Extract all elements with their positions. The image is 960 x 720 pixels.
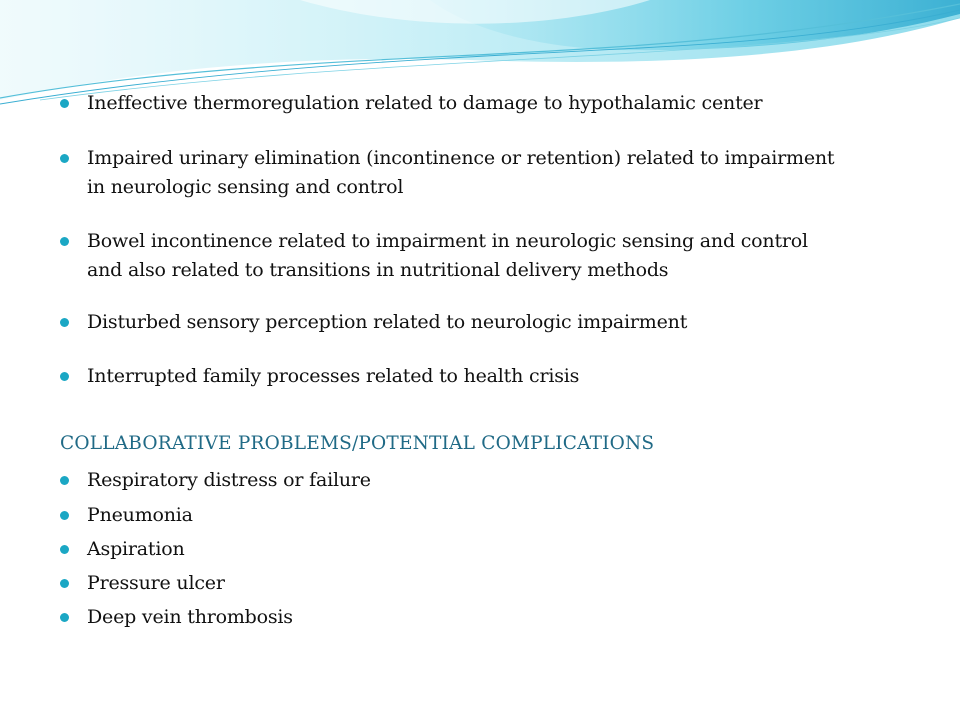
bullet-dot-icon (60, 318, 69, 327)
list-item-text: Pneumonia (87, 504, 193, 526)
bullet-dot-icon (60, 511, 69, 520)
list-item-text: Impaired urinary elimination (incontinence or retention) related to impairment in neurologic sensing and control (87, 147, 835, 198)
bullet-dot-icon (60, 476, 69, 485)
list-item (87, 89, 847, 118)
list-item-text: Interrupted family processes related to health crisis (87, 365, 580, 387)
list-item (87, 362, 847, 391)
list-item (87, 466, 847, 495)
bullet-dot-icon (60, 372, 69, 381)
bullet-dot-icon (60, 545, 69, 554)
list-item-text: Ineffective thermoregulation related to damage to hypothalamic center (87, 92, 763, 114)
list-item (87, 603, 847, 632)
bullet-dot-icon (60, 579, 69, 588)
list-item-text: Respiratory distress or failure (87, 469, 371, 491)
list-item-text: Aspiration (87, 538, 185, 560)
bullet-dot-icon (60, 99, 69, 108)
list-item (87, 144, 847, 202)
list-item-text: Pressure ulcer (87, 572, 225, 594)
list-item (87, 308, 847, 337)
list-item-text: Deep vein thrombosis (87, 606, 293, 628)
bullet-dot-icon (60, 154, 69, 163)
list-item (87, 569, 847, 598)
list-item (87, 227, 847, 285)
bullet-dot-icon (60, 237, 69, 246)
section-heading: COLLABORATIVE PROBLEMS/POTENTIAL COMPLICATIONS (60, 433, 655, 454)
bullet-dot-icon (60, 613, 69, 622)
list-item-text: Disturbed sensory perception related to neurologic impairment (87, 311, 688, 333)
list-item (87, 501, 847, 530)
list-item-text: Bowel incontinence related to impairment in neurologic sensing and control and also related to transitions in nutritional delivery methods (87, 230, 808, 281)
list-item (87, 535, 847, 564)
